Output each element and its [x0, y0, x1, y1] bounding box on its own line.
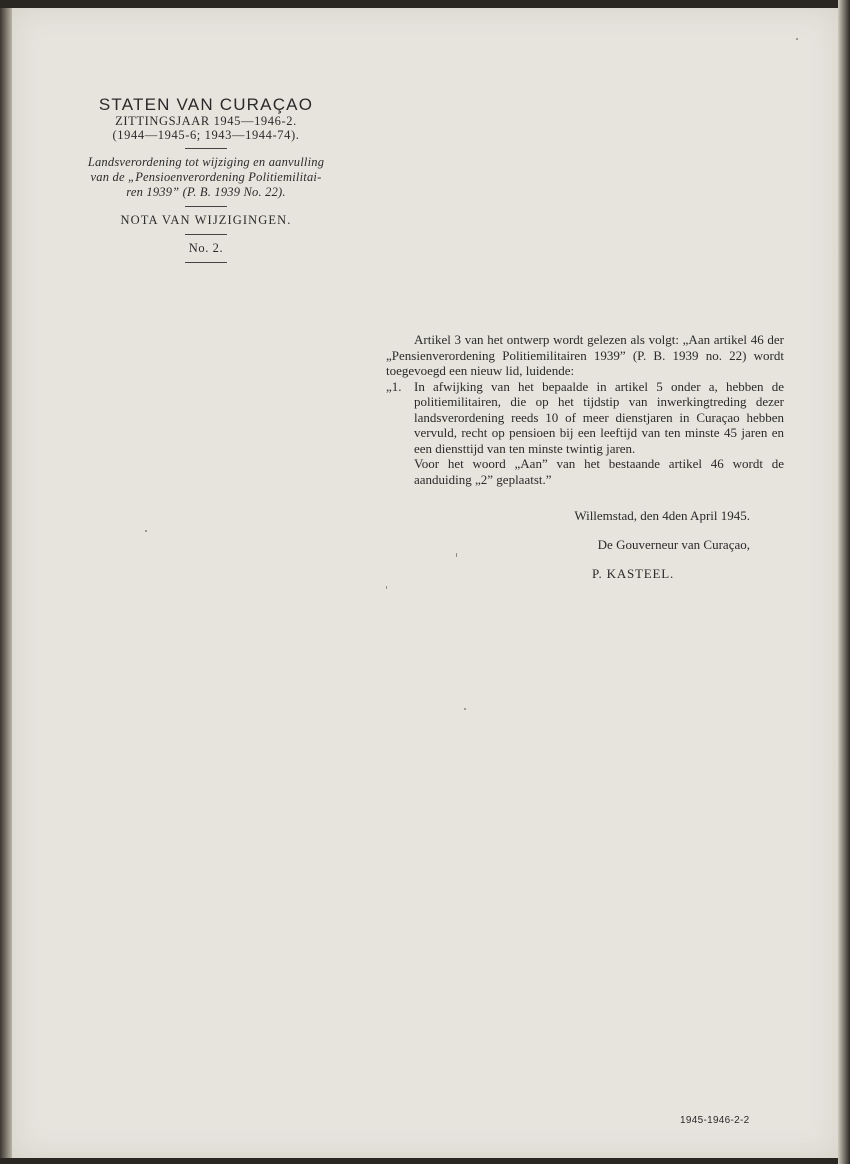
- divider: [185, 262, 227, 263]
- subject-line: van de „Pensioenverordening Politiemilitai-: [90, 170, 322, 184]
- item-number: „1.: [386, 378, 402, 394]
- subject-heading: [60, 155, 352, 200]
- subject-line: Landsverordening tot wijziging en aanvulling: [87, 155, 325, 169]
- paper-speck: [464, 708, 466, 710]
- document-code: 1945-1946-2-2: [680, 1115, 750, 1126]
- page-binding-edge: [0, 8, 12, 1158]
- intro-paragraph: Artikel 3 van het ontwerp wordt gelezen als volgt: „Aan artikel 46 der „Pensienverordening Politiemilitairen 1939” (P. B. 1939 no. 22) wordt toegevoegd een nieuw lid, luidende:: [386, 332, 784, 378]
- signature-title: De Gouverneur van Curaçao,: [597, 537, 750, 552]
- session-year: ZITTINGSJAAR 1945—1946-2.: [115, 114, 297, 128]
- divider: [185, 148, 227, 149]
- subject-line: ren 1939” (P. B. 1939 No. 22).: [126, 185, 286, 199]
- amendment-item: [386, 379, 784, 457]
- signature-date: Willemstad, den 4den April 1945.: [574, 508, 750, 523]
- document-number: No. 2.: [188, 241, 224, 255]
- paper-speck: [386, 586, 387, 589]
- amendment-text: [386, 332, 784, 487]
- page-title: STATEN VAN CURAÇAO: [98, 95, 314, 114]
- follow-paragraph: Voor het woord „Aan” van het bestaande artikel 46 wordt de aanduiding „2” geplaatst.”: [414, 456, 784, 487]
- paper-speck: [145, 530, 147, 532]
- document-header: [60, 96, 352, 269]
- document-type: NOTA VAN WIJZIGINGEN.: [120, 213, 292, 227]
- paper-speck: [796, 38, 798, 40]
- page-right-edge: [838, 0, 850, 1164]
- divider: [185, 206, 227, 207]
- divider: [185, 234, 227, 235]
- signature-name: P. KASTEEL.: [591, 566, 675, 581]
- paper-speck: [456, 553, 457, 557]
- session-references: (1944—1945-6; 1943—1944-74).: [112, 128, 300, 142]
- item-text: In afwijking van het bepaalde in artikel 5 onder a, hebben de politiemilitairen, die op het tijdstip van inwerkingtreding dezer landsverordening reeds 10 of meer dienstjaren in Curaçao hebben vervuld, recht op pensioen bij een leeftijd van ten minste 45 jaren en een diensttijd van ten minste twintig jaren.: [414, 378, 784, 456]
